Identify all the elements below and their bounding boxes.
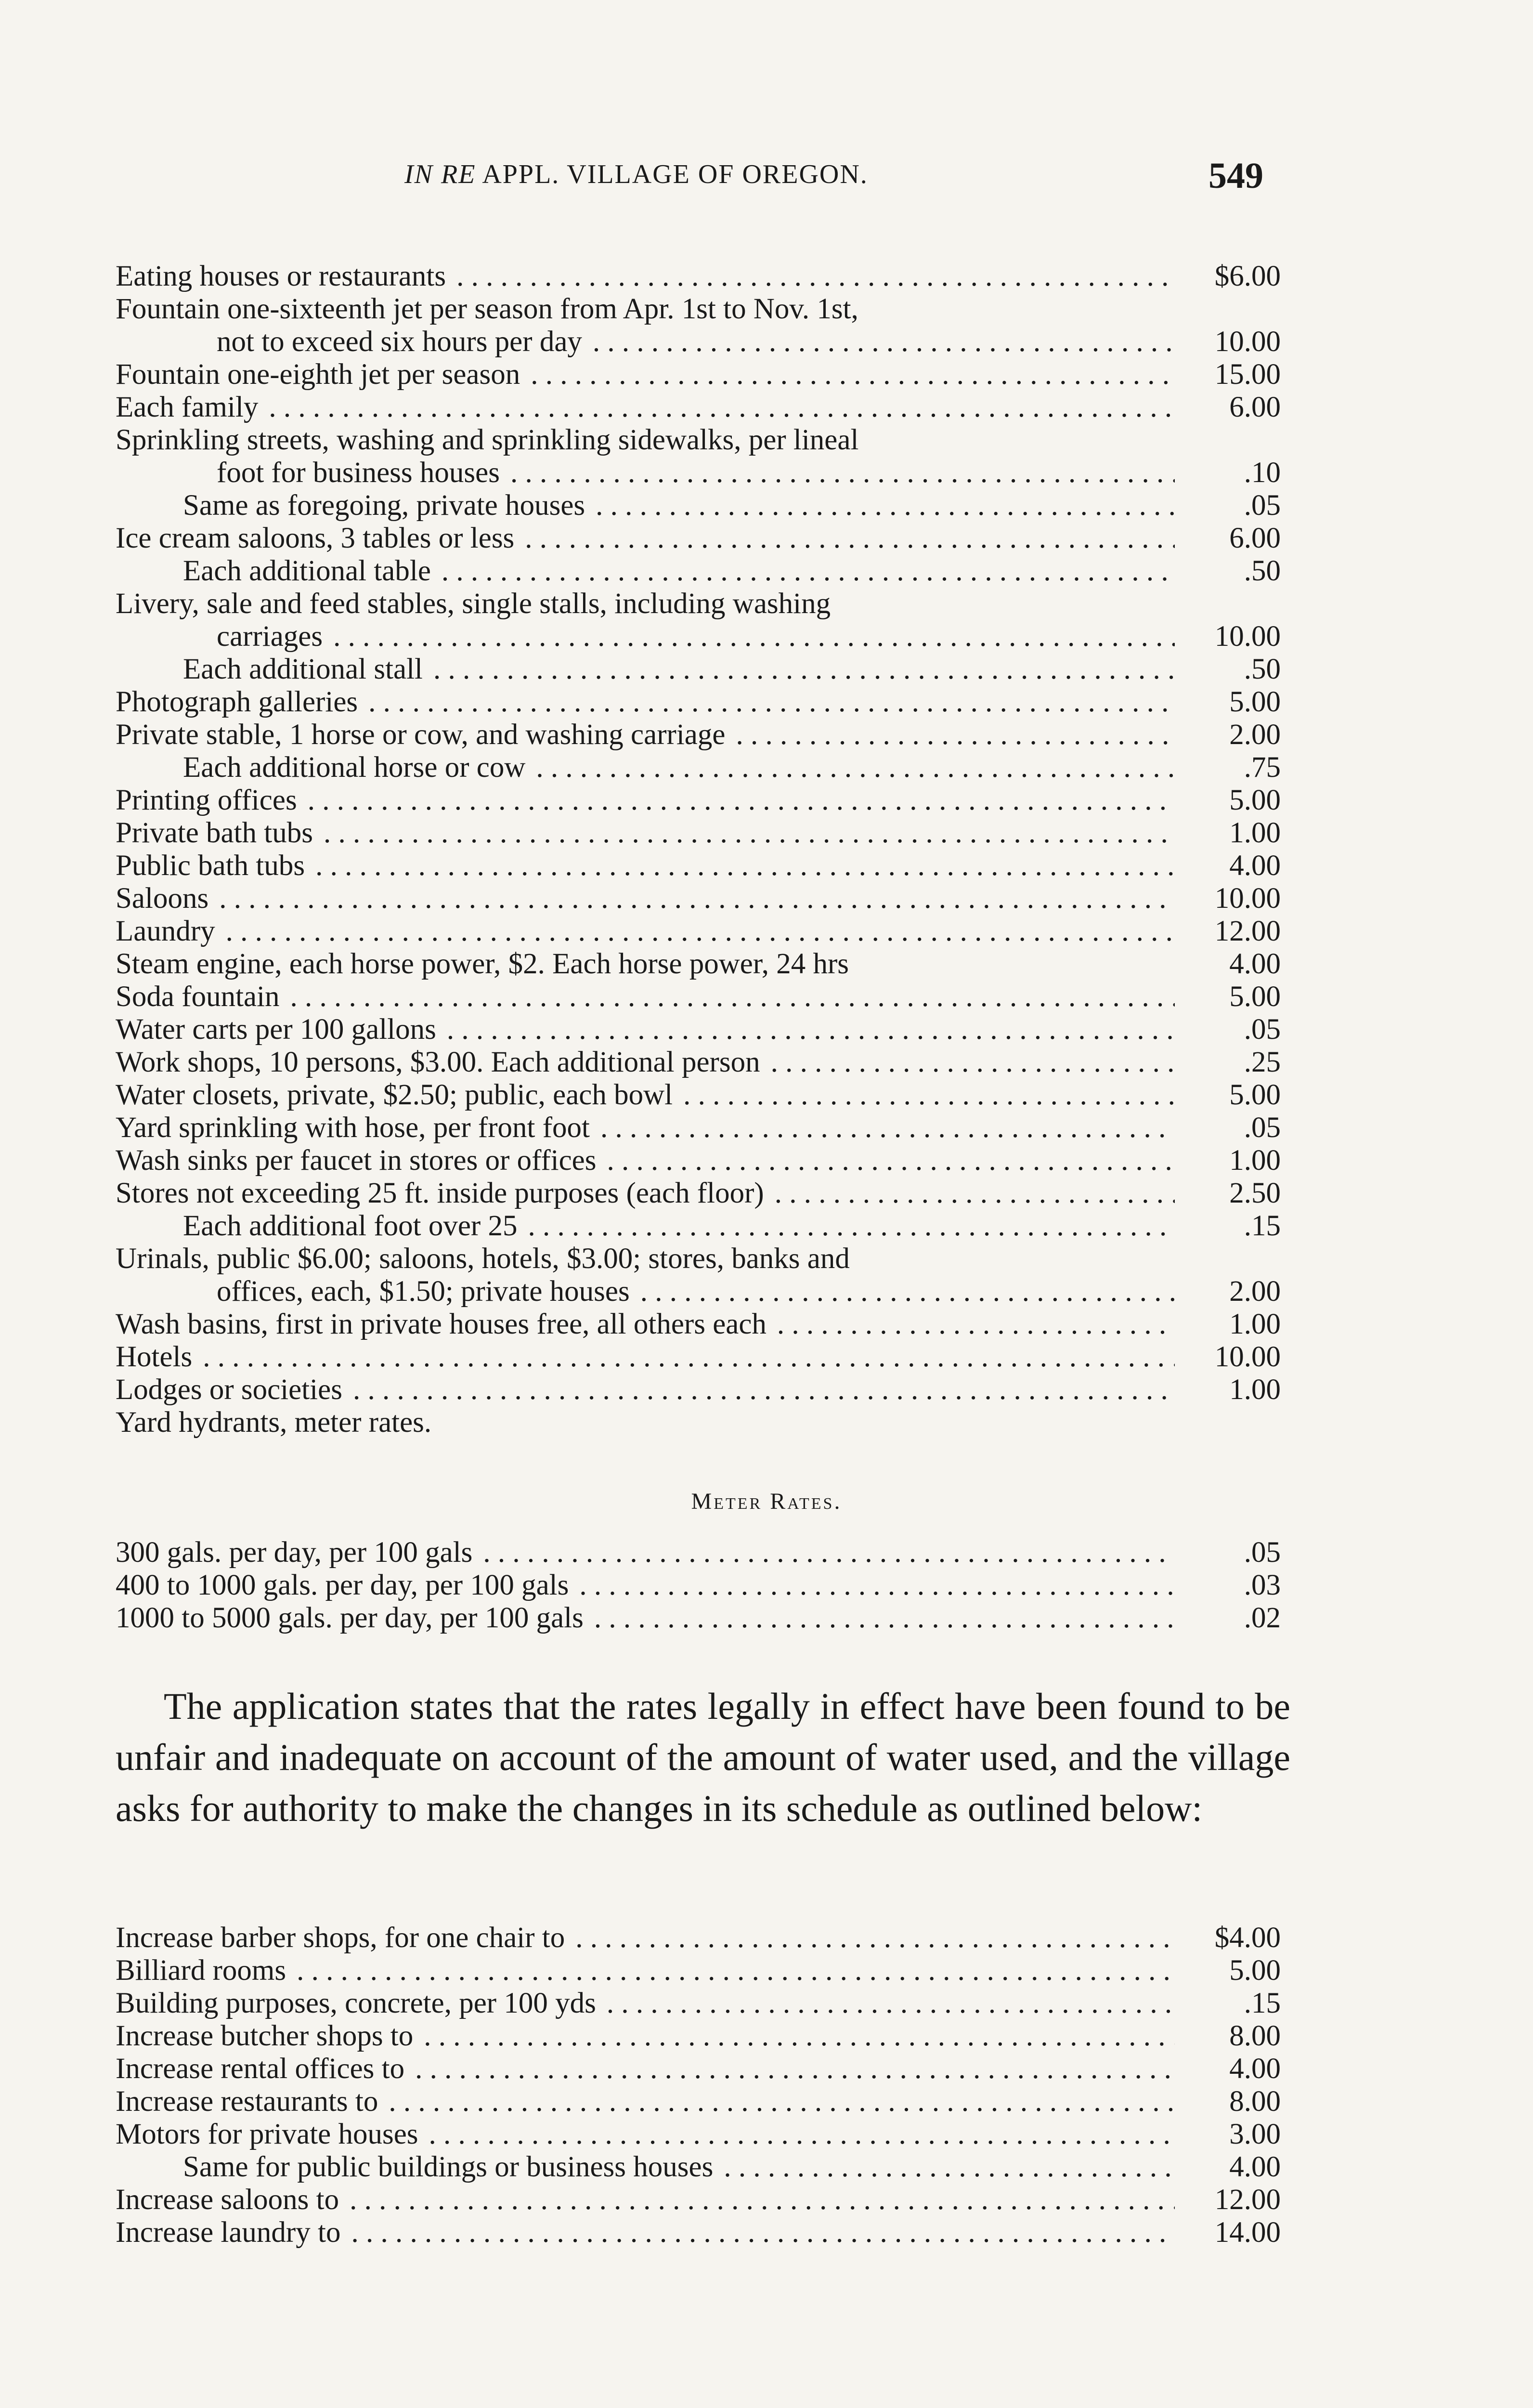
rate-label-text: Each additional horse or cow: [183, 751, 530, 784]
rate-label-text: Livery, sale and feed stables, single stalls, including washing: [116, 588, 835, 620]
rate-label: [116, 2053, 1175, 2085]
rate-amount: 8.00: [1229, 2020, 1281, 2052]
rate-row: [116, 1341, 1281, 1374]
rate-label: [116, 686, 1175, 719]
rate-label: [116, 981, 1175, 1013]
rate-amount: 3.00: [1229, 2118, 1281, 2150]
rate-row: [116, 2020, 1281, 2053]
rate-label: [116, 391, 1175, 424]
rate-row: [116, 817, 1281, 850]
rate-row: [116, 850, 1281, 882]
rate-label: [116, 522, 1175, 555]
rate-amount: .10: [1244, 457, 1281, 489]
rate-row: [116, 1536, 1281, 1569]
rate-label: [116, 424, 1175, 457]
rate-amount: .15: [1244, 1987, 1281, 2019]
rate-label: [116, 1079, 1175, 1112]
rate-label-text: Wash basins, first in private houses free, all others each: [116, 1308, 771, 1340]
rate-row: [116, 1406, 1281, 1439]
rate-row: [116, 686, 1281, 719]
rate-label: [116, 2118, 1175, 2151]
rate-label-text: Public bath tubs: [116, 850, 310, 882]
rate-label: [116, 1308, 1175, 1341]
rate-label-text: 300 gals. per day, per 100 gals: [116, 1536, 477, 1569]
rate-label: [116, 2184, 1175, 2216]
rate-row: [116, 489, 1281, 522]
rate-label-text: Soda fountain: [116, 981, 285, 1013]
rate-amount: .50: [1244, 555, 1281, 587]
rate-label: [116, 1922, 1175, 1954]
rate-label: [116, 882, 1175, 915]
rate-label: [116, 326, 1175, 358]
page-number: 549: [1208, 156, 1263, 196]
rate-row: [116, 2151, 1281, 2184]
rate-label: [116, 1046, 1175, 1079]
rate-label: [116, 1144, 1175, 1177]
rate-label-text: Water closets, private, $2.50; public, each bowl: [116, 1079, 677, 1111]
rate-label: [116, 620, 1175, 653]
page-header: [0, 156, 1533, 212]
rate-amount: 2.00: [1229, 719, 1281, 751]
rate-label: [116, 1243, 1175, 1275]
rate-amount: .25: [1244, 1046, 1281, 1078]
running-head-title: APPL. VILLAGE OF OREGON.: [476, 159, 868, 189]
rate-row: [116, 588, 1281, 620]
rate-row: [116, 2053, 1281, 2085]
rate-amount: 1.00: [1229, 1144, 1281, 1177]
rate-label: [116, 850, 1175, 882]
rate-amount: 1.00: [1229, 817, 1281, 849]
paragraph-text: The application states that the rates legally in effect have been found to be unfair and inadequate on account of the amount of water used, and the village asks for authority to make the changes in its schedule as outlined below:: [116, 1685, 1290, 1829]
rate-label: [116, 1374, 1175, 1406]
rate-amount: 5.00: [1229, 1079, 1281, 1111]
rate-row: [116, 293, 1281, 326]
rate-row: [116, 751, 1281, 784]
rate-row: [116, 1275, 1281, 1308]
rate-label: [116, 719, 1175, 751]
rate-label-text: Fountain one-sixteenth jet per season from Apr. 1st to Nov. 1st,: [116, 293, 863, 325]
rate-label: [116, 457, 1175, 489]
rate-label-text: Ice cream saloons, 3 tables or less: [116, 522, 519, 554]
rate-label-text: Lodges or societies: [116, 1374, 347, 1406]
rate-amount: 5.00: [1229, 981, 1281, 1013]
rate-label-text: Increase laundry to: [116, 2216, 345, 2249]
rate-amount: 1.00: [1229, 1374, 1281, 1406]
rate-row: [116, 1569, 1281, 1602]
rate-row: [116, 1954, 1281, 1987]
rate-label: [116, 1210, 1175, 1243]
rate-label: [116, 1013, 1175, 1046]
running-head: [404, 159, 868, 190]
rate-row: [116, 1308, 1281, 1341]
rate-label-text: Same for public buildings or business houses: [183, 2151, 718, 2183]
rate-label-text: foot for business houses: [217, 457, 505, 489]
rate-label-text: Each family: [116, 391, 263, 423]
rate-row: [116, 653, 1281, 686]
rate-row: [116, 1013, 1281, 1046]
rate-row: [116, 358, 1281, 391]
rate-label: [116, 1987, 1175, 2020]
rate-amount: .50: [1244, 653, 1281, 685]
rate-row: [116, 260, 1281, 293]
rate-amount: .05: [1244, 1013, 1281, 1046]
rate-label: [116, 555, 1175, 588]
rate-label-text: Water carts per 100 gallons: [116, 1013, 441, 1046]
rate-label: [116, 293, 1175, 326]
rate-row: [116, 948, 1281, 981]
rate-row: [116, 391, 1281, 424]
rate-label: [116, 588, 1175, 620]
rate-amount: 5.00: [1229, 1954, 1281, 1987]
rate-row: [116, 2085, 1281, 2118]
rate-amount: 4.00: [1229, 2151, 1281, 2183]
rate-label-text: Laundry: [116, 915, 220, 947]
section-title-meter-rates: Meter Rates.: [691, 1489, 842, 1514]
rate-amount: .15: [1244, 1210, 1281, 1242]
rate-label: [116, 653, 1175, 686]
rate-label-text: Increase barber shops, for one chair to: [116, 1922, 570, 1954]
rate-label-text: Increase saloons to: [116, 2184, 344, 2216]
rate-label-text: Increase rental offices to: [116, 2053, 409, 2085]
rate-label-text: Steam engine, each horse power, $2. Each horse power, 24 hrs: [116, 948, 854, 980]
rate-label: [116, 260, 1175, 293]
rate-label-text: Yard sprinkling with hose, per front foot: [116, 1112, 595, 1144]
rate-amount: 5.00: [1229, 784, 1281, 816]
rate-row: [116, 1602, 1281, 1635]
rate-amount: 10.00: [1214, 882, 1281, 915]
rate-row: [116, 1210, 1281, 1243]
rate-label-text: Increase butcher shops to: [116, 2020, 418, 2052]
rate-label-text: offices, each, $1.50; private houses: [217, 1275, 635, 1308]
rate-label-text: Same as foregoing, private houses: [183, 489, 590, 522]
rate-label: [116, 1406, 1175, 1439]
rate-row: [116, 1374, 1281, 1406]
rate-row: [116, 522, 1281, 555]
rate-row: [116, 1144, 1281, 1177]
rate-label-text: Sprinkling streets, washing and sprinkling sidewalks, per lineal: [116, 424, 863, 456]
rate-amount: 10.00: [1214, 620, 1281, 653]
rate-amount: .05: [1244, 489, 1281, 522]
rate-label: [116, 489, 1175, 522]
body-paragraph: [116, 1681, 1290, 1834]
rate-row: [116, 784, 1281, 817]
rate-label-text: Private stable, 1 horse or cow, and washing carriage: [116, 719, 730, 751]
rate-label-text: not to exceed six hours per day: [217, 326, 587, 358]
rate-amount: .05: [1244, 1112, 1281, 1144]
rate-label: [116, 1341, 1175, 1374]
rate-label: [116, 1275, 1175, 1308]
rate-amount: 4.00: [1229, 948, 1281, 980]
rate-row: [116, 1177, 1281, 1210]
rate-schedule-current: [116, 260, 1281, 1439]
rate-row: [116, 1922, 1281, 1954]
rate-label-text: 400 to 1000 gals. per day, per 100 gals: [116, 1569, 573, 1601]
rate-label-text: Increase restaurants to: [116, 2085, 383, 2118]
rate-row: [116, 424, 1281, 457]
rate-amount: 12.00: [1214, 2184, 1281, 2216]
rate-row: [116, 1046, 1281, 1079]
rate-label-text: Hotels: [116, 1341, 197, 1373]
rate-row: [116, 326, 1281, 358]
rate-row: [116, 555, 1281, 588]
rate-label-text: carriages: [217, 620, 327, 653]
rate-label-text: Building purposes, concrete, per 100 yds: [116, 1987, 601, 2019]
rate-label-text: 1000 to 5000 gals. per day, per 100 gals: [116, 1602, 588, 1634]
running-head-italic: IN RE: [404, 159, 476, 189]
rate-row: [116, 1112, 1281, 1144]
rate-label-text: Urinals, public $6.00; saloons, hotels, $3.00; stores, banks and: [116, 1243, 855, 1275]
rate-label-text: Stores not exceeding 25 ft. inside purposes (each floor): [116, 1177, 769, 1209]
rate-label-text: Photograph galleries: [116, 686, 363, 718]
rate-label: [116, 1177, 1175, 1210]
rate-label-text: Fountain one-eighth jet per season: [116, 358, 525, 391]
rate-label: [116, 2020, 1175, 2053]
rate-label: [116, 751, 1175, 784]
rate-amount: 6.00: [1229, 391, 1281, 423]
rate-label: [116, 948, 1175, 981]
rate-amount: 2.50: [1229, 1177, 1281, 1209]
rate-label-text: Private bath tubs: [116, 817, 318, 849]
rate-label: [116, 1112, 1175, 1144]
rate-amount: $6.00: [1214, 260, 1281, 292]
rate-label-text: Each additional foot over 25: [183, 1210, 522, 1242]
rate-row: [116, 2216, 1281, 2249]
rate-row: [116, 915, 1281, 948]
rate-label: [116, 1954, 1175, 1987]
rate-amount: 1.00: [1229, 1308, 1281, 1340]
rate-label: [116, 1602, 1175, 1635]
rate-label-text: Saloons: [116, 882, 213, 915]
rate-amount: .03: [1244, 1569, 1281, 1601]
rate-label: [116, 2216, 1175, 2249]
rate-row: [116, 1243, 1281, 1275]
rate-amount: $4.00: [1214, 1922, 1281, 1954]
rate-label-text: Printing offices: [116, 784, 302, 816]
rate-amount: 10.00: [1214, 1341, 1281, 1373]
rate-row: [116, 882, 1281, 915]
rate-label-text: Eating houses or restaurants: [116, 260, 451, 292]
rate-amount: 2.00: [1229, 1275, 1281, 1308]
rate-row: [116, 457, 1281, 489]
rate-label-text: Yard hydrants, meter rates.: [116, 1406, 436, 1439]
rate-row: [116, 1987, 1281, 2020]
rate-label-text: Each additional table: [183, 555, 436, 587]
rate-label: [116, 358, 1175, 391]
rate-amount: 12.00: [1214, 915, 1281, 947]
rate-amount: .75: [1244, 751, 1281, 784]
rate-row: [116, 1079, 1281, 1112]
rate-amount: 8.00: [1229, 2085, 1281, 2118]
rate-label: [116, 2151, 1175, 2184]
rate-label: [116, 817, 1175, 850]
rate-amount: 5.00: [1229, 686, 1281, 718]
rate-label-text: Each additional stall: [183, 653, 428, 685]
rate-amount: 4.00: [1229, 850, 1281, 882]
rate-label-text: Wash sinks per faucet in stores or offices: [116, 1144, 601, 1177]
rate-label: [116, 915, 1175, 948]
rate-schedule-proposed: [116, 1922, 1281, 2249]
rate-label: [116, 1536, 1175, 1569]
rate-row: [116, 981, 1281, 1013]
rate-label: [116, 1569, 1175, 1602]
rate-amount: .05: [1244, 1536, 1281, 1569]
rate-label: [116, 2085, 1175, 2118]
rate-amount: 4.00: [1229, 2053, 1281, 2085]
rate-amount: .02: [1244, 1602, 1281, 1634]
rate-amount: 15.00: [1214, 358, 1281, 391]
rate-label-text: Work shops, 10 persons, $3.00. Each additional person: [116, 1046, 765, 1078]
rate-row: [116, 620, 1281, 653]
rate-label-text: Billiard rooms: [116, 1954, 291, 1987]
rate-row: [116, 2118, 1281, 2151]
rate-label-text: Motors for private houses: [116, 2118, 423, 2150]
rate-amount: 14.00: [1214, 2216, 1281, 2249]
rate-row: [116, 719, 1281, 751]
rate-amount: 10.00: [1214, 326, 1281, 358]
rate-amount: 6.00: [1229, 522, 1281, 554]
rate-label: [116, 784, 1175, 817]
rate-row: [116, 2184, 1281, 2216]
meter-rates-table: [116, 1536, 1281, 1635]
